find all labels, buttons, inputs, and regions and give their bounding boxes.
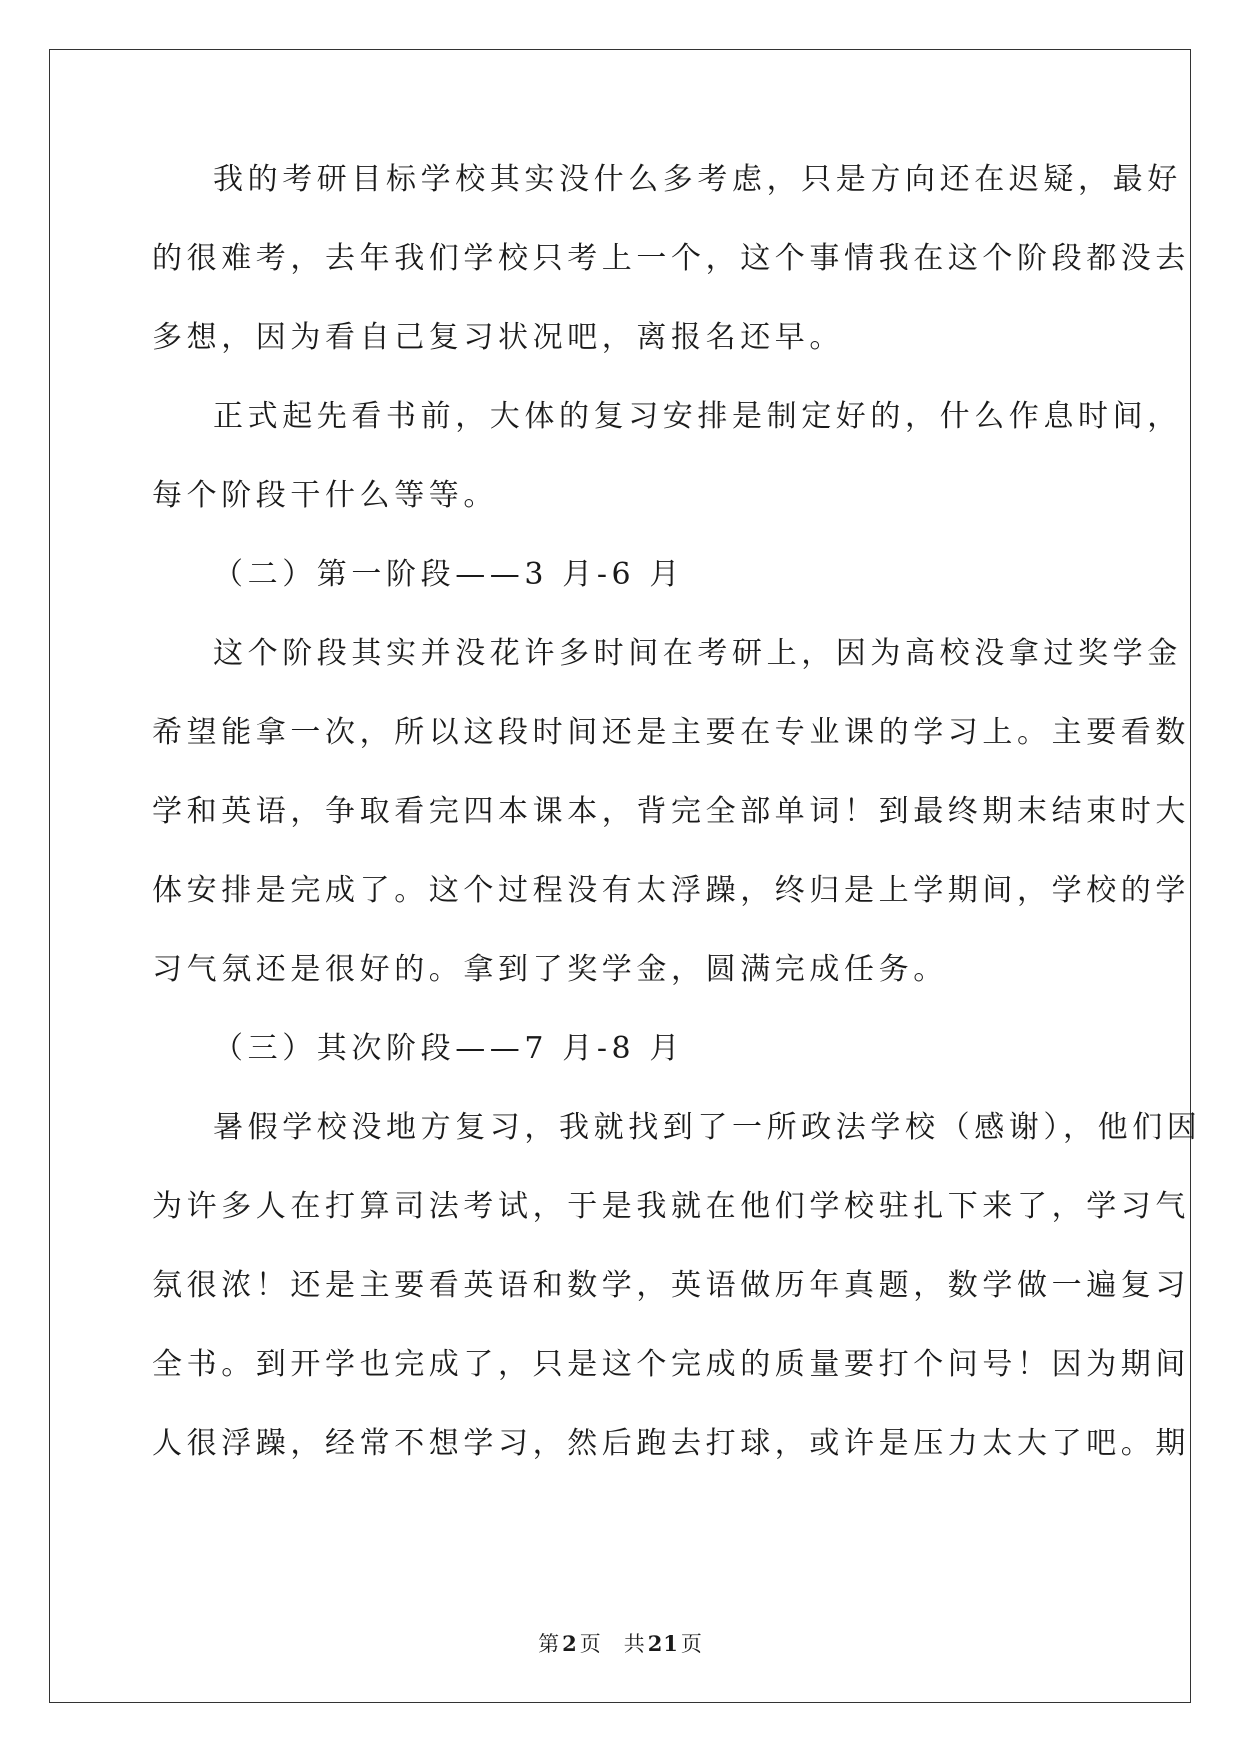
paragraph-4-line-5: 人很浮躁，经常不想学习，然后跑去打球，或许是压力太大了吧。期 xyxy=(152,1426,1190,1461)
paragraph-3-line-5: 习气氛还是很好的。拿到了奖学金，圆满完成任务。 xyxy=(152,952,948,987)
paragraph-2-line-1: 正式起先看书前，大体的复习安排是制定好的，什么作息时间， xyxy=(213,399,1182,434)
paragraph-3-line-1: 这个阶段其实并没花许多时间在考研上，因为高校没拿过奖学金 xyxy=(213,636,1182,671)
paragraph-3-line-2: 希望能拿一次，所以这段时间还是主要在专业课的学习上。主要看数 xyxy=(152,715,1190,750)
paragraph-1-line-2: 的很难考，去年我们学校只考上一个，这个事情我在这个阶段都没去 xyxy=(152,241,1190,276)
paragraph-4-line-4: 全书。到开学也完成了，只是这个完成的质量要打个问号！因为期间 xyxy=(152,1347,1190,1382)
footer-total-prefix: 共 xyxy=(623,1632,646,1656)
paragraph-2-line-2: 每个阶段干什么等等。 xyxy=(152,478,498,513)
document-body xyxy=(152,160,1202,1464)
paragraph-3-line-3: 学和英语，争取看完四本课本，背完全部单词！到最终期末结束时大 xyxy=(152,794,1190,829)
footer-page-suffix: 页 xyxy=(579,1632,602,1656)
paragraph-4-line-3: 氛很浓！还是主要看英语和数学，英语做历年真题，数学做一遍复习 xyxy=(152,1268,1190,1303)
paragraph-4-line-2: 为许多人在打算司法考试，于是我就在他们学校驻扎下来了，学习气 xyxy=(152,1189,1190,1224)
paragraph-1-line-1: 我的考研目标学校其实没什么多考虑，只是方向还在迟疑，最好 xyxy=(213,162,1182,197)
section-heading-3: （三）其次阶段——7 月-8 月 xyxy=(213,1031,684,1066)
section-heading-2: （二）第一阶段——3 月-6 月 xyxy=(213,557,684,592)
footer-page-prefix: 第 xyxy=(538,1632,561,1656)
footer-total-suffix: 页 xyxy=(680,1632,703,1656)
paragraph-4-line-1: 暑假学校没地方复习，我就找到了一所政法学校（感谢），他们因 xyxy=(213,1110,1202,1145)
footer-page-number: 2 xyxy=(562,1631,578,1656)
paragraph-1-line-3: 多想，因为看自己复习状况吧，离报名还早。 xyxy=(152,320,844,355)
page-footer xyxy=(0,1628,1241,1658)
footer-total-pages: 21 xyxy=(647,1631,679,1656)
paragraph-3-line-4: 体安排是完成了。这个过程没有太浮躁，终归是上学期间，学校的学 xyxy=(152,873,1190,908)
